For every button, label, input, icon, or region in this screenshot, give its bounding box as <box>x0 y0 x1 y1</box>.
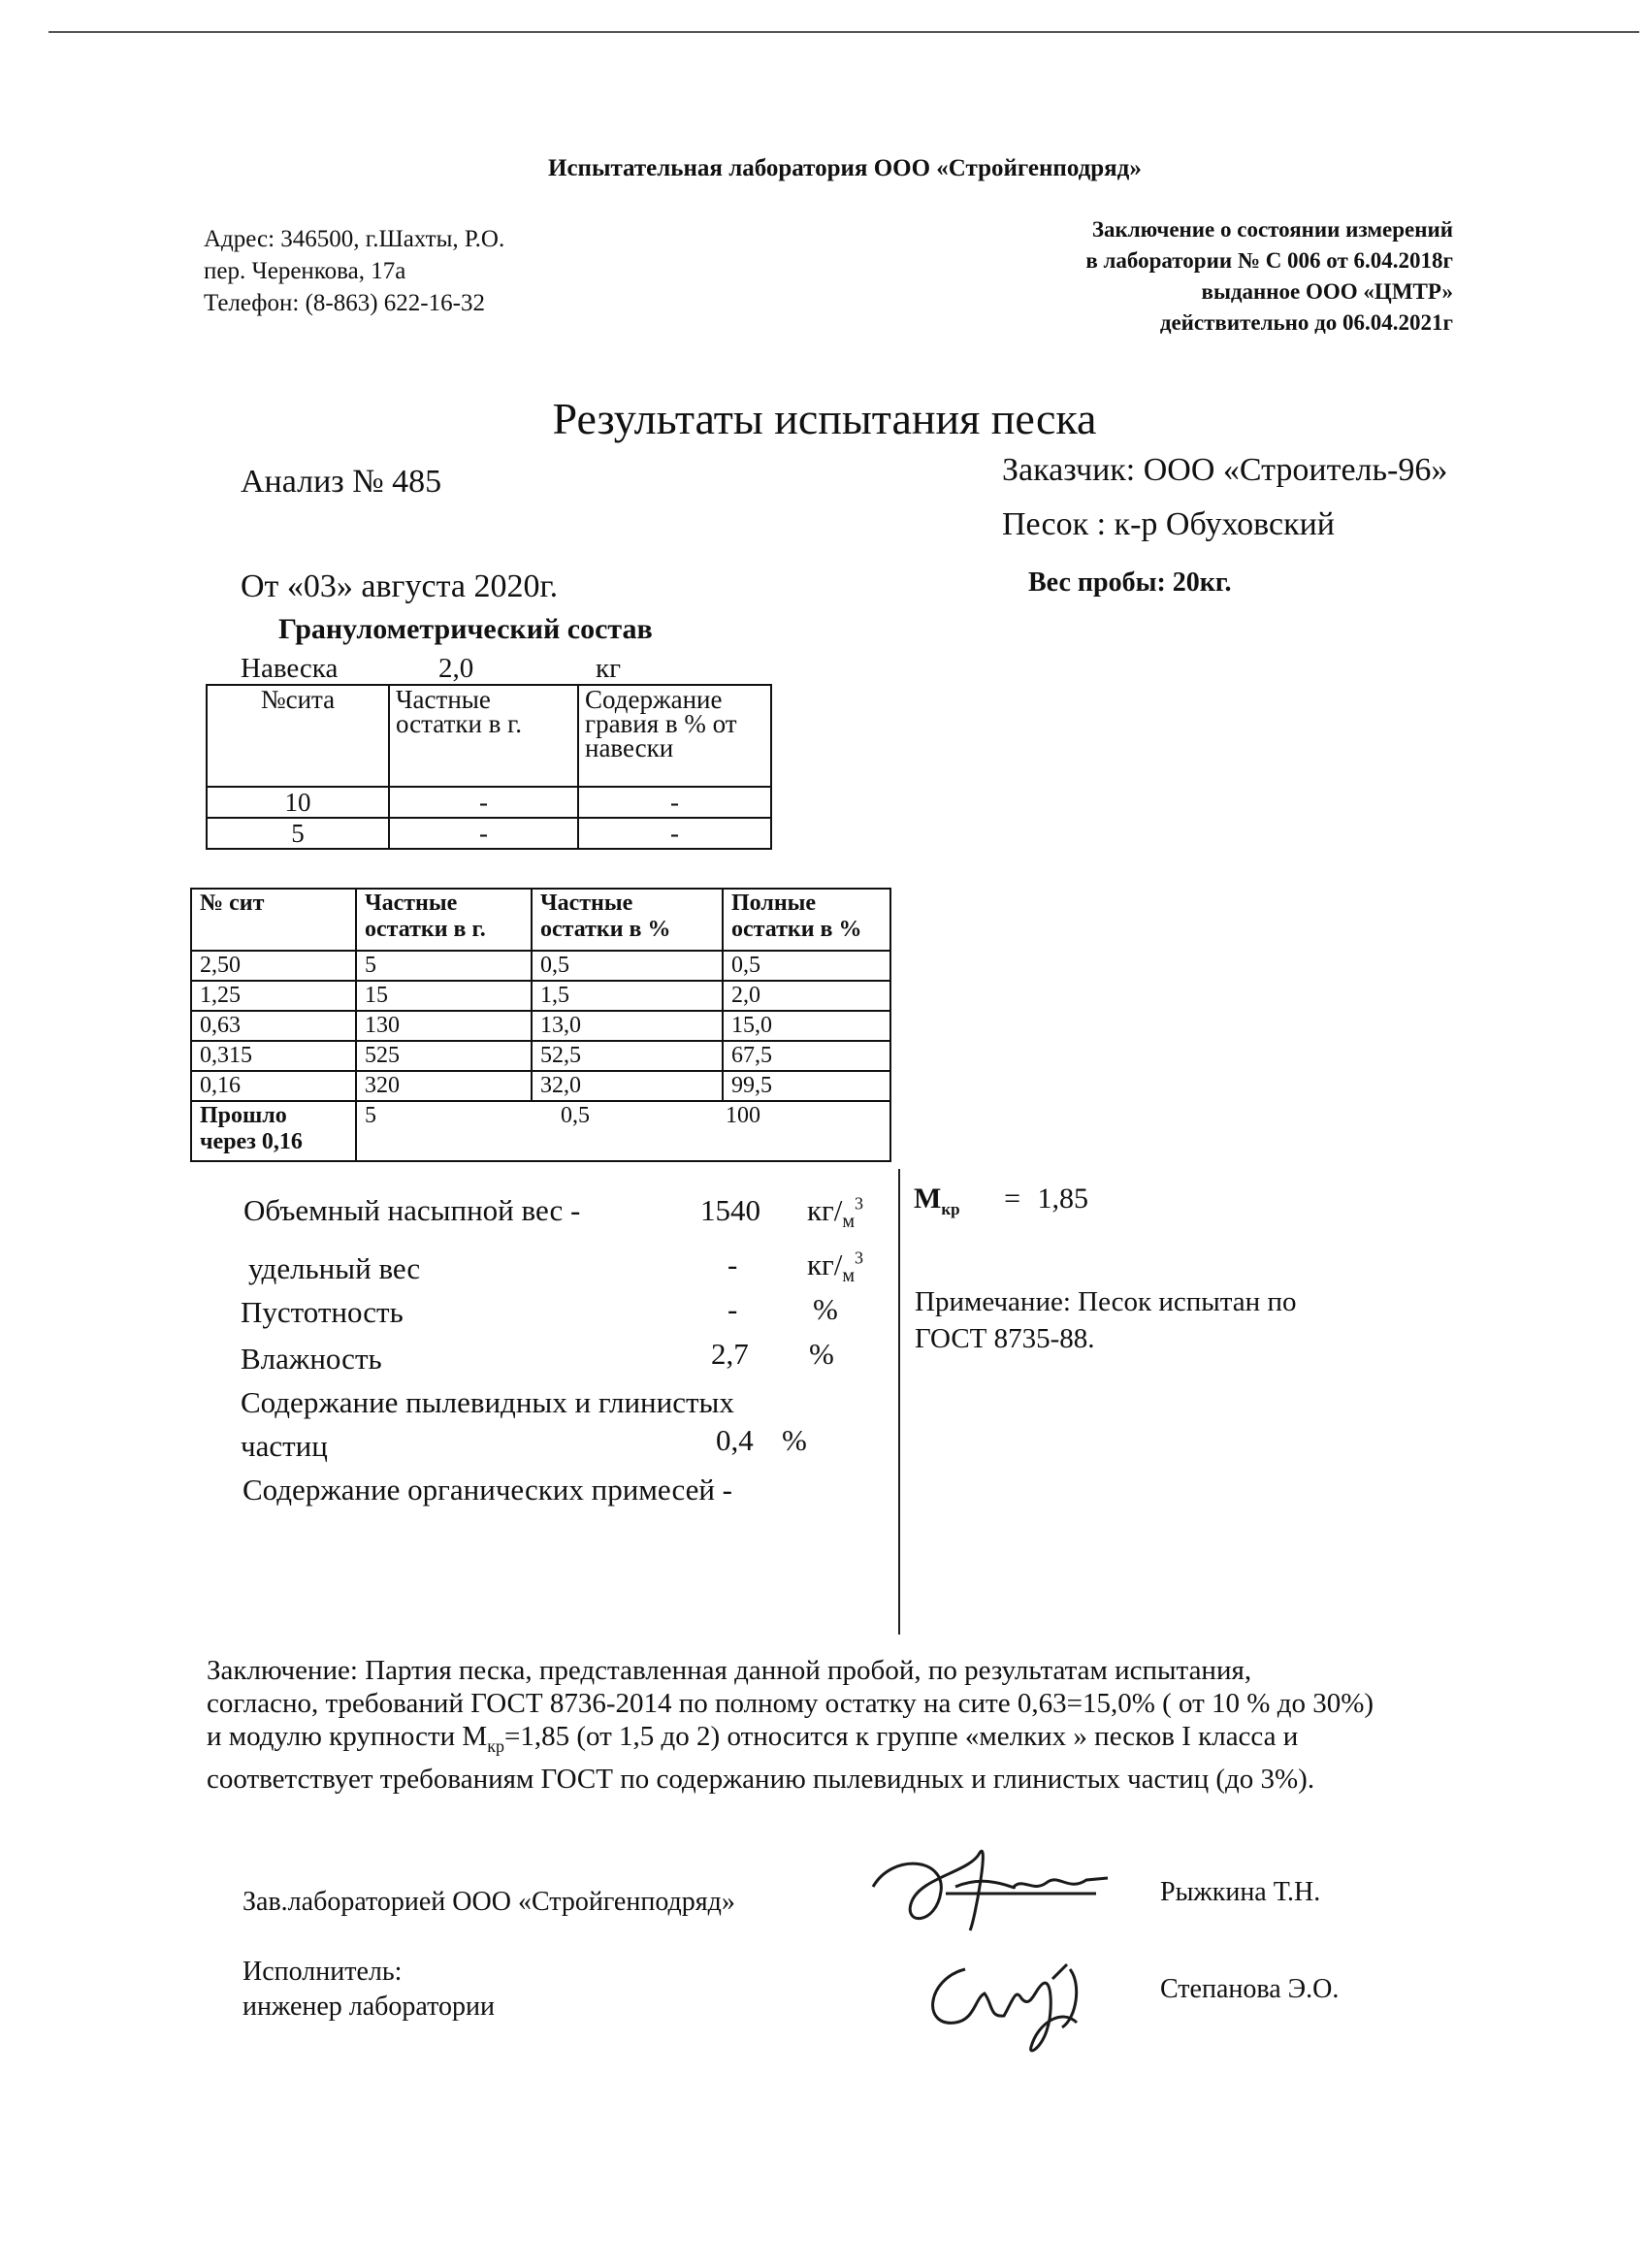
table-row <box>207 787 771 818</box>
table-row <box>191 1071 890 1101</box>
table-cell: 67,5 <box>723 1041 890 1071</box>
passed-label: Прошло через 0,16 <box>191 1101 356 1161</box>
analysis-date: От «03» августа 2020г. <box>241 568 559 604</box>
table-cell: 15 <box>356 981 532 1011</box>
accreditation-line-4: действительно до 06.04.2021г <box>1159 310 1453 335</box>
table-cell: 99,5 <box>723 1071 890 1101</box>
column-header: Полные остатки в % <box>723 889 890 951</box>
sand-source: Песок : к-р Обуховский <box>1002 506 1336 542</box>
table-cell: - <box>578 818 771 849</box>
table-cell: 1,5 <box>532 981 723 1011</box>
fineness-modulus: $М_{кр} = 1,85$ <box>914 1183 1088 1218</box>
passed-total: 100 <box>726 1103 760 1128</box>
table-cell: 13,0 <box>532 1011 723 1041</box>
table-cell: 1,25 <box>191 981 356 1011</box>
accreditation-line-2: в лаборатории № С 006 от 6.04.2018г <box>1085 248 1453 273</box>
table-header-row <box>207 685 771 787</box>
customer: Заказчик: ООО «Строитель-96» <box>1002 452 1448 488</box>
organic-label: Содержание органических примесей - <box>242 1473 733 1507</box>
executor-label-2: инженер лаборатории <box>242 1992 495 2022</box>
moisture-label: Влажность <box>241 1342 382 1376</box>
table-row-passed <box>191 1101 890 1161</box>
specific-weight-label: удельный вес <box>248 1251 421 1285</box>
table-row <box>191 1041 890 1071</box>
table-cell: 130 <box>356 1011 532 1041</box>
table-cell: 5 <box>207 818 389 849</box>
head-label: Зав.лабораторией ООО «Стройгенподряд» <box>242 1887 735 1917</box>
dust-label-2: частиц <box>241 1429 328 1463</box>
dust-value: 0,4 <box>716 1423 754 1457</box>
gravel-table <box>206 684 772 850</box>
passed-percent: 0,5 <box>561 1103 590 1128</box>
address-line-2: пер. Черенкова, 17а <box>204 258 406 284</box>
specific-weight-value: - <box>728 1247 738 1281</box>
table-cell: 0,63 <box>191 1011 356 1041</box>
address-line-3: Телефон: (8-863) 622-16-32 <box>204 290 485 316</box>
table-cell: 15,0 <box>723 1011 890 1041</box>
executor-name: Степанова Э.О. <box>1160 1974 1340 2004</box>
signature-executor <box>907 1940 1120 2066</box>
table-cell: - <box>578 787 771 818</box>
passed-values <box>356 1101 890 1161</box>
note-line-2: ГОСТ 8735-88. <box>915 1323 1095 1354</box>
column-header: № сит <box>191 889 356 951</box>
moisture-value: 2,7 <box>711 1337 749 1371</box>
table-cell: - <box>389 787 578 818</box>
bulk-density-label: Объемный насыпной вес - <box>243 1193 581 1227</box>
conclusion-line-1: Заключение: Партия песка, представленная данной пробой, по результатам испытания, <box>207 1655 1252 1686</box>
table-cell: 32,0 <box>532 1071 723 1101</box>
table-cell: 0,315 <box>191 1041 356 1071</box>
passed-grams: 5 <box>365 1103 376 1128</box>
page-title: Результаты испытания песка <box>552 394 1097 443</box>
conclusion-line-3: и модулю крупности $М_{кр}=1,85$ (от 1,5 до 2) относится к группе «мелких » песков I класса и <box>207 1721 1299 1756</box>
voidness-label: Пустотность <box>241 1295 404 1329</box>
accreditation-line-1: Заключение о состоянии измерений <box>1091 217 1453 242</box>
table-header-row <box>191 889 890 951</box>
column-header: Частные остатки в % <box>532 889 723 951</box>
sample-weight: Вес пробы: 20кг. <box>1028 567 1232 598</box>
table-row <box>191 1011 890 1041</box>
table-cell: 525 <box>356 1041 532 1071</box>
head-name: Рыжкина Т.Н. <box>1160 1877 1321 1907</box>
table-row <box>191 951 890 981</box>
table-row <box>191 981 890 1011</box>
table-cell: 320 <box>356 1071 532 1101</box>
table-cell: 10 <box>207 787 389 818</box>
table-cell: 0,16 <box>191 1071 356 1101</box>
accreditation-block <box>1085 214 1453 339</box>
conclusion <box>207 1654 1374 1796</box>
column-divider <box>898 1169 900 1635</box>
sample-label: Навеска <box>241 653 339 684</box>
signature-head <box>854 1833 1125 1940</box>
executor-label-1: Исполнитель: <box>242 1957 403 1987</box>
moisture-unit: % <box>809 1337 834 1371</box>
voidness-value: - <box>728 1292 738 1326</box>
scan-top-line <box>48 31 1639 33</box>
gravel-heading: Гранулометрический состав <box>278 613 653 645</box>
dust-label: Содержание пылевидных и глинистых <box>241 1385 734 1419</box>
address-line-1: Адрес: 346500, г.Шахты, Р.О. <box>204 226 505 252</box>
sieve-table <box>190 888 891 1162</box>
table-cell: 0,5 <box>532 951 723 981</box>
conclusion-line-2: согласно, требований ГОСТ 8736-2014 по полному остатку на сите 0,63=15,0% ( от 10 % до 30%) <box>207 1688 1374 1719</box>
dust-unit: % <box>782 1423 807 1457</box>
accreditation-line-3: выданное ООО «ЦМТР» <box>1201 279 1453 304</box>
column-header: Частные остатки в г. <box>356 889 532 951</box>
analysis-number: Анализ № 485 <box>241 464 442 500</box>
column-header: Частные остатки в г. <box>389 685 578 787</box>
column-header: №сита <box>207 685 389 787</box>
table-cell: 2,50 <box>191 951 356 981</box>
note-line-1: Примечание: Песок испытан по <box>915 1286 1297 1317</box>
specific-weight-unit: $кг/_м^3$ <box>807 1247 864 1287</box>
bulk-density-value: 1540 <box>700 1193 760 1227</box>
column-header: Содержание гравия в % от навески <box>578 685 771 787</box>
table-cell: 52,5 <box>532 1041 723 1071</box>
lab-address <box>204 223 504 319</box>
sample-value: 2,0 <box>438 653 474 684</box>
table-row <box>207 818 771 849</box>
conclusion-line-4: соответствует требованиям ГОСТ по содержанию пылевидных и глинистых частиц (до 3%). <box>207 1763 1315 1795</box>
bulk-density-unit: $кг/_м^3$ <box>807 1193 864 1233</box>
sample-unit: кг <box>596 653 621 684</box>
voidness-unit: % <box>813 1292 838 1326</box>
lab-title: Испытательная лаборатория ООО «Стройгенподряд» <box>548 155 1142 181</box>
table-cell: 0,5 <box>723 951 890 981</box>
table-cell: 5 <box>356 951 532 981</box>
table-cell: - <box>389 818 578 849</box>
table-cell: 2,0 <box>723 981 890 1011</box>
